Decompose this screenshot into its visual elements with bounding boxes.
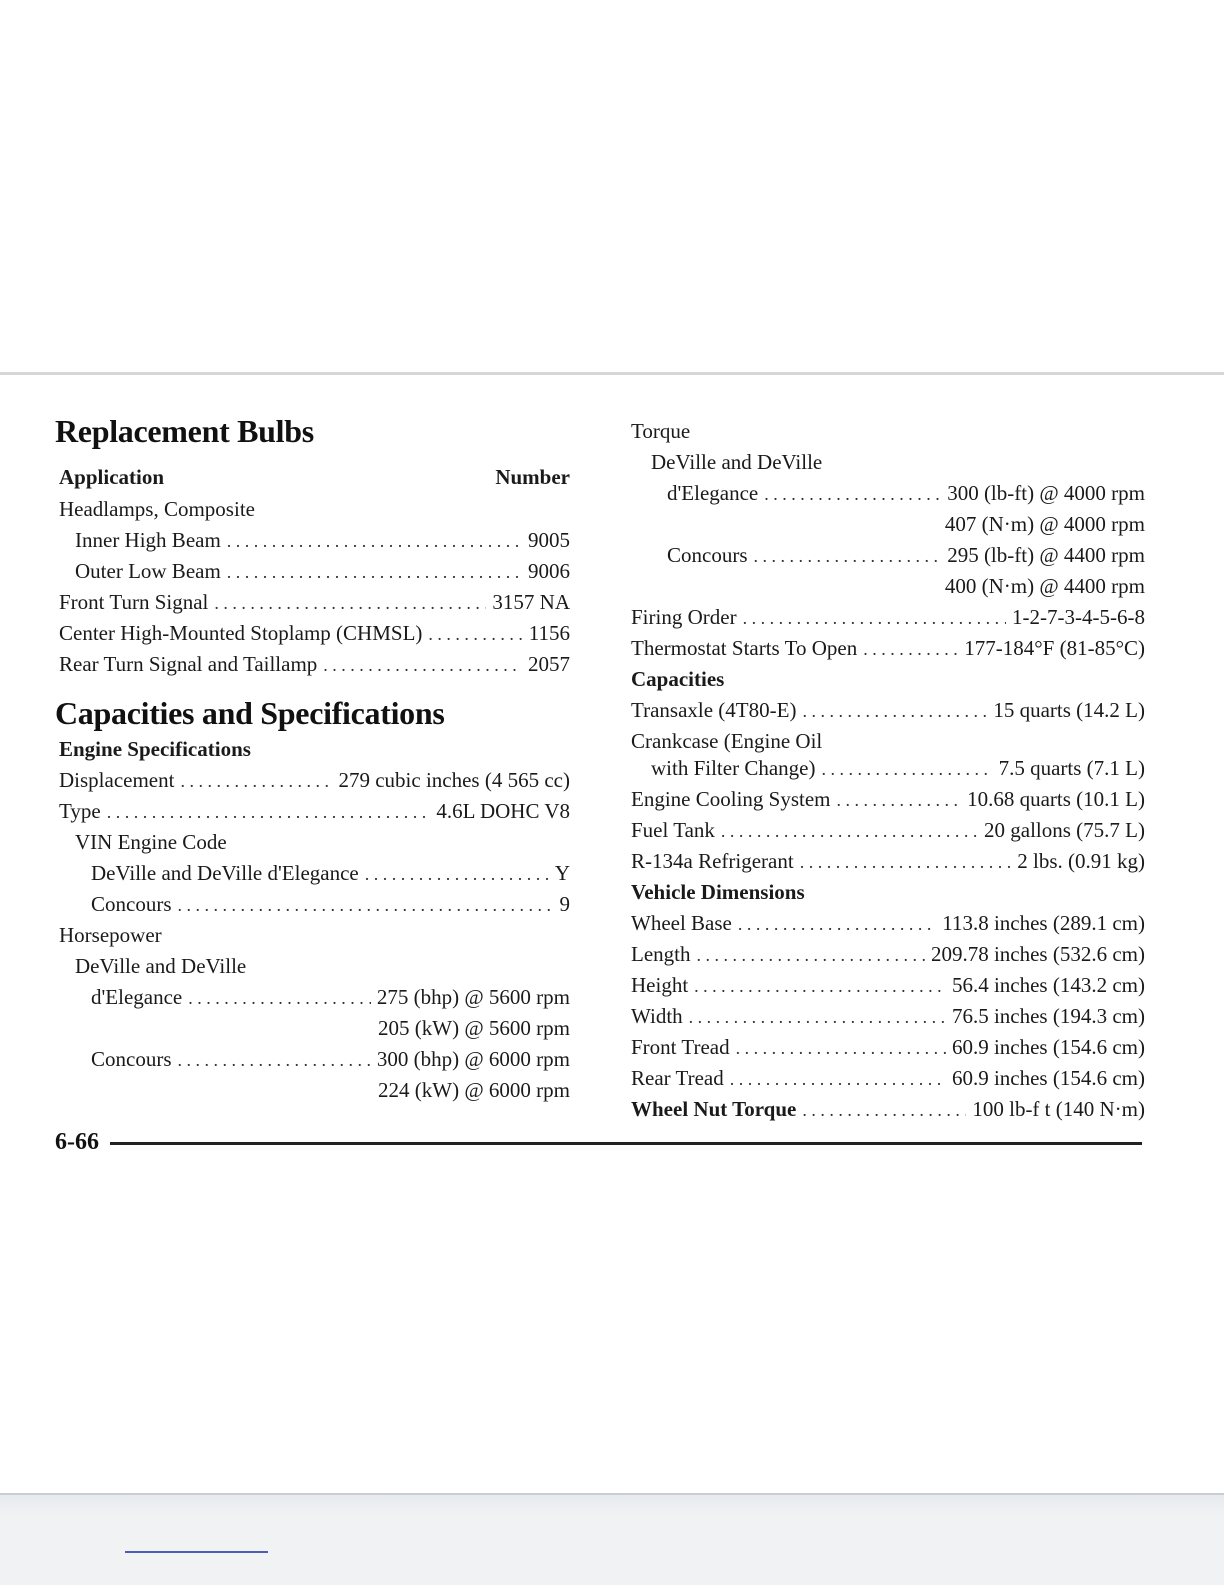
number-column-header: Number bbox=[495, 465, 570, 489]
leader-dots bbox=[721, 816, 978, 847]
headlamps-group-label: Headlamps, Composite bbox=[59, 497, 255, 521]
spec-row-vin-concours bbox=[55, 889, 570, 920]
spec-value: 224 (kW) @ 6000 rpm bbox=[378, 1078, 570, 1102]
leader-dots bbox=[689, 1002, 946, 1033]
vin-engine-code-label: VIN Engine Code bbox=[75, 830, 227, 854]
bulb-number: 9005 bbox=[528, 528, 570, 552]
dimension-label: Front Tread bbox=[631, 1035, 730, 1059]
spec-value: 300 (lb-ft) @ 4000 rpm bbox=[947, 481, 1145, 505]
application-column-header: Application bbox=[59, 465, 165, 489]
spec-value: 275 (bhp) @ 5600 rpm bbox=[376, 985, 570, 1009]
spec-value: 279 cubic inches (4 565 cc) bbox=[338, 768, 570, 792]
spec-value: 9 bbox=[559, 892, 570, 916]
spec-value: 177-184°F (81-85°C) bbox=[964, 636, 1145, 660]
spec-row-tq-deville bbox=[631, 478, 1145, 509]
bulb-label: Front Turn Signal bbox=[59, 590, 209, 614]
engine-specifications-heading: Engine Specifications bbox=[59, 737, 251, 761]
bulb-row bbox=[55, 556, 570, 587]
spec-label: Type bbox=[59, 799, 101, 823]
leader-dots bbox=[802, 696, 987, 727]
page-number: 6-66 bbox=[55, 1129, 99, 1155]
bulb-label: Outer Low Beam bbox=[75, 559, 221, 583]
leader-dots bbox=[107, 797, 431, 828]
spec-row-vin-deville bbox=[55, 858, 570, 889]
dimension-row bbox=[631, 908, 1145, 939]
bulbs-table-header bbox=[55, 460, 570, 494]
leader-dots bbox=[802, 1095, 966, 1126]
crankcase-label: Crankcase (Engine Oil bbox=[631, 729, 823, 753]
spec-value: Y bbox=[554, 861, 570, 885]
spec-row-cooling bbox=[631, 784, 1145, 815]
spec-row-hp-concours-kw bbox=[55, 1075, 570, 1106]
dimension-value: 113.8 inches (289.1 cm) bbox=[942, 911, 1145, 935]
spec-row-tq-concours-nm bbox=[631, 571, 1145, 602]
leader-dots bbox=[178, 1045, 371, 1076]
dimension-label: Length bbox=[631, 942, 691, 966]
leader-dots bbox=[800, 847, 1012, 878]
spec-label: Concours bbox=[91, 892, 172, 916]
spec-row-firing-order bbox=[631, 602, 1145, 633]
spec-label: d'Elegance bbox=[91, 985, 183, 1009]
spec-label: Thermostat Starts To Open bbox=[631, 636, 858, 660]
bulb-label: Center High-Mounted Stoplamp (CHMSL) bbox=[59, 621, 423, 645]
spec-label: with Filter Change) bbox=[651, 756, 816, 780]
bulb-number: 2057 bbox=[528, 652, 570, 676]
spec-row-type bbox=[55, 796, 570, 827]
leader-dots bbox=[694, 971, 946, 1002]
spec-value: 400 (N·m) @ 4400 rpm bbox=[944, 574, 1145, 598]
bulb-number: 1156 bbox=[528, 621, 570, 645]
underline-mark bbox=[125, 1551, 268, 1553]
leader-dots bbox=[214, 588, 486, 619]
spec-label: Displacement bbox=[59, 768, 175, 792]
leader-dots bbox=[178, 890, 554, 921]
dimension-label: Wheel Base bbox=[631, 911, 732, 935]
spec-value: 300 (bhp) @ 6000 rpm bbox=[376, 1047, 570, 1071]
spec-row-hp-concours bbox=[55, 1044, 570, 1075]
dimension-value: 209.78 inches (532.6 cm) bbox=[930, 942, 1145, 966]
leader-dots bbox=[863, 634, 958, 665]
spec-value: 1-2-7-3-4-5-6-8 bbox=[1012, 605, 1145, 629]
hp-deville-label: DeVille and DeVille bbox=[75, 954, 247, 978]
leader-dots bbox=[743, 603, 1006, 634]
spec-value: 10.68 quarts (10.1 L) bbox=[967, 787, 1145, 811]
spec-value: 100 lb-f t (140 N·m) bbox=[972, 1097, 1145, 1121]
horsepower-label: Horsepower bbox=[59, 923, 162, 947]
spec-value: 2 lbs. (0.91 kg) bbox=[1017, 849, 1145, 873]
spec-row-tq-concours bbox=[631, 540, 1145, 571]
scan-shadow-band bbox=[0, 1495, 1224, 1585]
spec-value: 295 (lb-ft) @ 4400 rpm bbox=[947, 543, 1145, 567]
spec-value: 205 (kW) @ 5600 rpm bbox=[378, 1016, 570, 1040]
spec-label: Engine Cooling System bbox=[631, 787, 831, 811]
bulb-number: 9006 bbox=[528, 559, 570, 583]
spec-row-fuel-tank bbox=[631, 815, 1145, 846]
dimension-value: 60.9 inches (154.6 cm) bbox=[951, 1066, 1145, 1090]
dimension-label: Width bbox=[631, 1004, 683, 1028]
spec-label: Concours bbox=[91, 1047, 172, 1071]
spec-value: 20 gallons (75.7 L) bbox=[984, 818, 1145, 842]
spec-row-displacement bbox=[55, 765, 570, 796]
dimension-row bbox=[631, 939, 1145, 970]
spec-value: 7.5 quarts (7.1 L) bbox=[998, 756, 1145, 780]
spec-label: Fuel Tank bbox=[631, 818, 715, 842]
spec-label: d'Elegance bbox=[667, 481, 759, 505]
spec-label: Concours bbox=[667, 543, 748, 567]
spec-label: R-134a Refrigerant bbox=[631, 849, 794, 873]
leader-dots bbox=[696, 940, 924, 971]
spec-value: 4.6L DOHC V8 bbox=[436, 799, 570, 823]
dimension-row bbox=[631, 1032, 1145, 1063]
spec-row-wheel-nut-torque bbox=[631, 1094, 1145, 1125]
bulb-row bbox=[55, 618, 570, 649]
spec-label: Wheel Nut Torque bbox=[631, 1097, 797, 1121]
spec-value: 15 quarts (14.2 L) bbox=[993, 698, 1145, 722]
spec-row-refrigerant bbox=[631, 846, 1145, 877]
tq-deville-label: DeVille and DeVille bbox=[651, 450, 823, 474]
replacement-bulbs-title: Replacement Bulbs bbox=[55, 413, 314, 449]
capacities-specifications-title: Capacities and Specifications bbox=[55, 695, 445, 731]
leader-dots bbox=[180, 766, 332, 797]
leader-dots bbox=[323, 650, 522, 681]
vehicle-dimensions-heading: Vehicle Dimensions bbox=[631, 880, 805, 904]
spec-row-thermostat bbox=[631, 633, 1145, 664]
leader-dots bbox=[227, 557, 522, 588]
bulb-label: Rear Turn Signal and Taillamp bbox=[59, 652, 318, 676]
leader-dots bbox=[821, 754, 992, 785]
dimension-row bbox=[631, 1001, 1145, 1032]
dimension-value: 60.9 inches (154.6 cm) bbox=[951, 1035, 1145, 1059]
leader-dots bbox=[736, 1033, 946, 1064]
leader-dots bbox=[754, 541, 942, 572]
footer-rule bbox=[110, 1142, 1142, 1145]
bulb-number: 3157 NA bbox=[492, 590, 570, 614]
leader-dots bbox=[188, 983, 371, 1014]
leader-dots bbox=[764, 479, 941, 510]
bulb-row bbox=[55, 587, 570, 618]
spec-label: Transaxle (4T80-E) bbox=[631, 698, 797, 722]
capacities-heading: Capacities bbox=[631, 667, 725, 691]
leader-dots bbox=[738, 909, 936, 940]
leader-dots bbox=[428, 619, 522, 650]
dimension-label: Rear Tread bbox=[631, 1066, 724, 1090]
spec-value: 407 (N·m) @ 4000 rpm bbox=[944, 512, 1145, 536]
spec-row-transaxle bbox=[631, 695, 1145, 726]
dimension-label: Height bbox=[631, 973, 689, 997]
leader-dots bbox=[227, 526, 522, 557]
bulb-row bbox=[55, 649, 570, 680]
right-column bbox=[631, 416, 1145, 1125]
spec-label: DeVille and DeVille d'Elegance bbox=[91, 861, 359, 885]
leader-dots bbox=[730, 1064, 946, 1095]
bulb-row bbox=[55, 525, 570, 556]
dimension-value: 76.5 inches (194.3 cm) bbox=[951, 1004, 1145, 1028]
spec-row-hp-deville-kw bbox=[55, 1013, 570, 1044]
torque-label: Torque bbox=[631, 419, 691, 443]
leader-dots bbox=[365, 859, 549, 890]
spec-row-tq-deville-nm bbox=[631, 509, 1145, 540]
scan-edge-top bbox=[0, 372, 1224, 375]
dimension-value: 56.4 inches (143.2 cm) bbox=[951, 973, 1145, 997]
dimension-row bbox=[631, 970, 1145, 1001]
dimension-row bbox=[631, 1063, 1145, 1094]
bulb-label: Inner High Beam bbox=[75, 528, 221, 552]
spec-row-hp-deville bbox=[55, 982, 570, 1013]
spec-row-crankcase bbox=[631, 753, 1145, 784]
leader-dots bbox=[837, 785, 962, 816]
left-column bbox=[55, 410, 570, 1106]
spec-label: Firing Order bbox=[631, 605, 737, 629]
